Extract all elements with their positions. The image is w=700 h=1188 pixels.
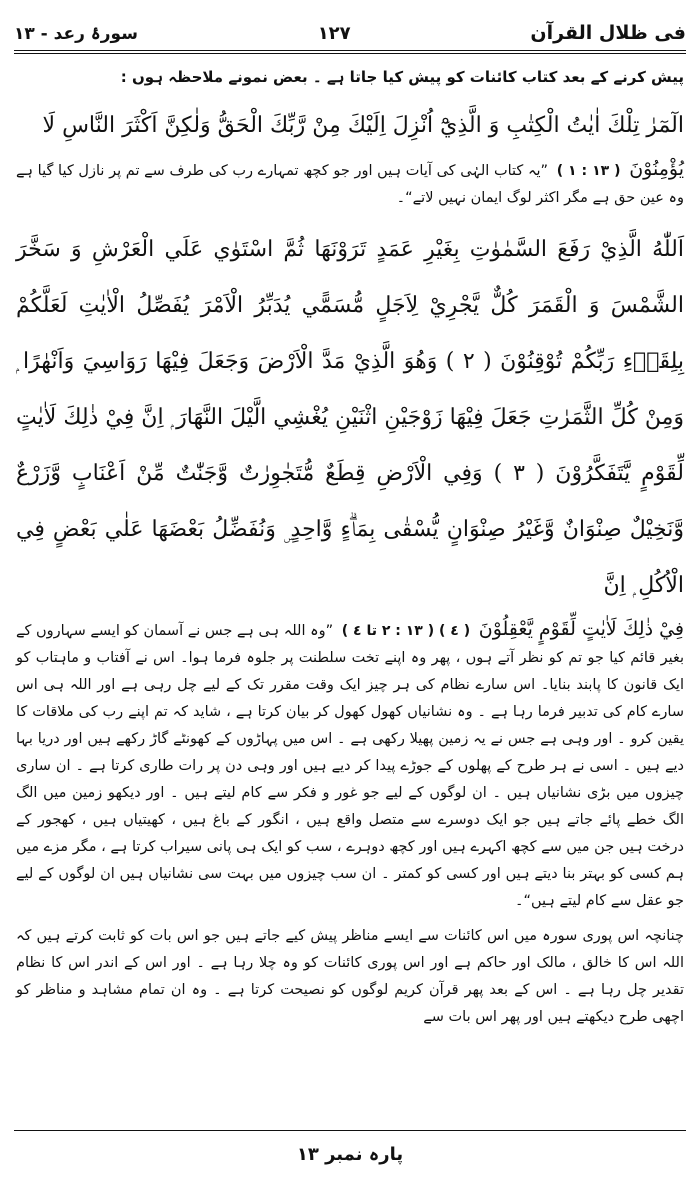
surah-label: سورۂ رعد - ١٣ (14, 23, 138, 44)
closing-paragraph: چنانچہ اس پوری سورہ میں اس کائنات سے ایسے مناظر پیش کیے جاتے ہیں جو اس بات کو ثابت کرتے ہیں کہ اللہ اس کا خالق ، مالک اور حاکم ہے اور اس پوری کائنات کو وہ چلا رہا ہے ۔ اور اس کے اندر اس کا نظام تقدیر چل رہا ہے ۔ اس کے بعد پھر قرآن کریم لوگوں کو نصیحت کرتا ہے ۔ وہ ان تمام مشاہد و مناظر کو اچھی طرح دیکھتے ہیں اور پھر اس بات سے (16, 928, 684, 1025)
verse1-translation-block (16, 156, 684, 212)
verse2-reference: ( ٤ ) ( ١٣ : ٢ تا ٤ ) (341, 623, 471, 639)
page-number: ١٢٧ (317, 22, 351, 44)
verse2-arabic-end: فِيْ ذٰلِكَ لَاٰيٰتٍ لِّقَوْمٍ يَّعْقِلُوْنَ (478, 618, 684, 640)
header-rule (14, 50, 686, 51)
verse2-translation: ”وہ اللہ ہی ہے جس نے آسمان کو ایسے سہاروں کے بغیر قائم کیا جو تم کو نظر آتے ہوں ، پھر وہ اپنے تخت سلطنت پر جلوہ فرما ہوا۔ اس نے آفتاب و ماہتاب کو ایک قانون کا پابند بنایا۔ اس سارے نظام کی ہر چیز ایک وقت مقرر تک کے لیے چل رہی ہے اور اللہ ہی اس سارے کام کی تدبیر فرما رہا ہے ۔ وہ نشانیاں کھول کھول کر بیان کرتا ہے ، شاید کہ تم اپنے رب کی ملاقات کا یقین کرو ۔ اور وہی ہے جس نے یہ زمین پھیلا رکھی ہے ۔ اس میں پہاڑوں کے کھونٹے گاڑ رکھے ہیں اور دریا بہا دیے ہیں ۔ اسی نے ہر طرح کے پھلوں کے جوڑے پیدا کر دیے ہیں اور وہی دن پر رات طاری کرتا ہے ۔ ان ساری چیزوں میں بڑی نشانیاں ہیں ۔ ان لوگوں کے لیے جو غور و فکر سے کام لیتے ہیں ۔ اور دیکھو زمین میں الگ الگ خطے پائے جاتے ہیں جو ایک دوسرے سے متصل واقع ہیں ، انگور کے باغ ہیں ، کھیتیاں ہیں ، کھجور کے درخت ہیں جن میں سے کچھ اکہرے ہیں اور کچھ دوہرے ، سب کو ایک ہی پانی سیراب کرتا ہے ، مگر مزے میں ہم کسی کو بہتر بنا دیتے ہیں اور کسی کو کمتر ۔ ان سب چیزوں میں بہت سی نشانیاں ہیں ان لوگوں کے لیے جو عقل سے کام لیتے ہیں“۔ (16, 623, 684, 909)
verse1-translation: ”یہ کتاب الہٰی کی آیات ہیں اور جو کچھ تمہارے رب کی طرف سے تم پر نازل کیا گیا ہے وہ عین حق ہے مگر اکثر لوگ ایمان نہیں لاتے“۔ (16, 163, 684, 206)
footer-rule (14, 1130, 686, 1131)
verse2-arabic: اَللّٰهُ الَّذِيْ رَفَعَ السَّمٰوٰتِ بِغَيْرِ عَمَدٍ تَرَوْنَهَا ثُمَّ اسْتَوٰي عَلَي الْعَرْشِ وَ سَخَّرَ الشَّمْسَ وَ الْقَمَرَ كُلٌّ يَّجْرِيْ لِاَجَلٍ مُّسَمًّي يُدَبِّرُ الْاَمْرَ يُفَصِّلُ الْاٰيٰتِ لَعَلَّكُمْ بِلِقَاۗءِ رَبِّكُمْ تُوْقِنُوْنَ ( ٢ ) وَهُوَ الَّذِيْ مَدَّ الْاَرْضَ وَجَعَلَ فِيْهَا رَوَاسِيَ وَاَنْهٰرًا ۭ وَمِنْ كُلِّ الثَّمَرٰتِ جَعَلَ فِيْهَا زَوْجَيْنِ اثْنَيْنِ يُغْشِي الَّيْلَ النَّهَارَ ۭ اِنَّ فِيْ ذٰلِكَ لَاٰيٰتٍ لِّقَوْمٍ يَّتَفَكَّرُوْنَ ( ٣ ) وَفِي الْاَرْضِ قِطَعٌ مُّتَجٰوِرٰتٌ وَّجَنّٰتٌ مِّنْ اَعْنَابٍ وَّزَرْعٌ وَّنَخِيْلٌ صِنْوَانٌ وَّغَيْرُ صِنْوَانٍ يُّسْقٰى بِمَاۗءٍ وَّاحِدٍ ۣ وَنُفَضِّلُ بَعْضَهَا عَلٰي بَعْضٍ فِي الْاُكُلِ ۭ اِنَّ (16, 237, 684, 598)
verse1-reference: ( ١٣ : ١ ) (556, 163, 621, 179)
verse2-translation-block (16, 616, 684, 915)
book-title: فی ظلال القرآن (530, 22, 686, 44)
page-header (14, 18, 686, 48)
header-rule-thin (14, 53, 686, 54)
verse1-arabic: الٓمٓرٰ تِلْكَ اٰيٰتُ الْكِتٰبِ وَ الَّذِيْٓ اُنْزِلَ اِلَيْكَ مِنْ رَّبِّكَ الْحَقُّ وَلٰكِنَّ اَكْثَرَ النَّاسِ لَا (42, 113, 684, 138)
verse1-arabic-end: يُؤْمِنُوْنَ (629, 158, 684, 180)
para-number: پارہ نمبر ١٣ (296, 1144, 404, 1165)
page-body (16, 64, 684, 1031)
intro-line: پیش کرنے کے بعد کتاب کائنات کو پیش کیا جاتا ہے ۔ بعض نمونے ملاحظہ ہوں : (120, 68, 684, 86)
